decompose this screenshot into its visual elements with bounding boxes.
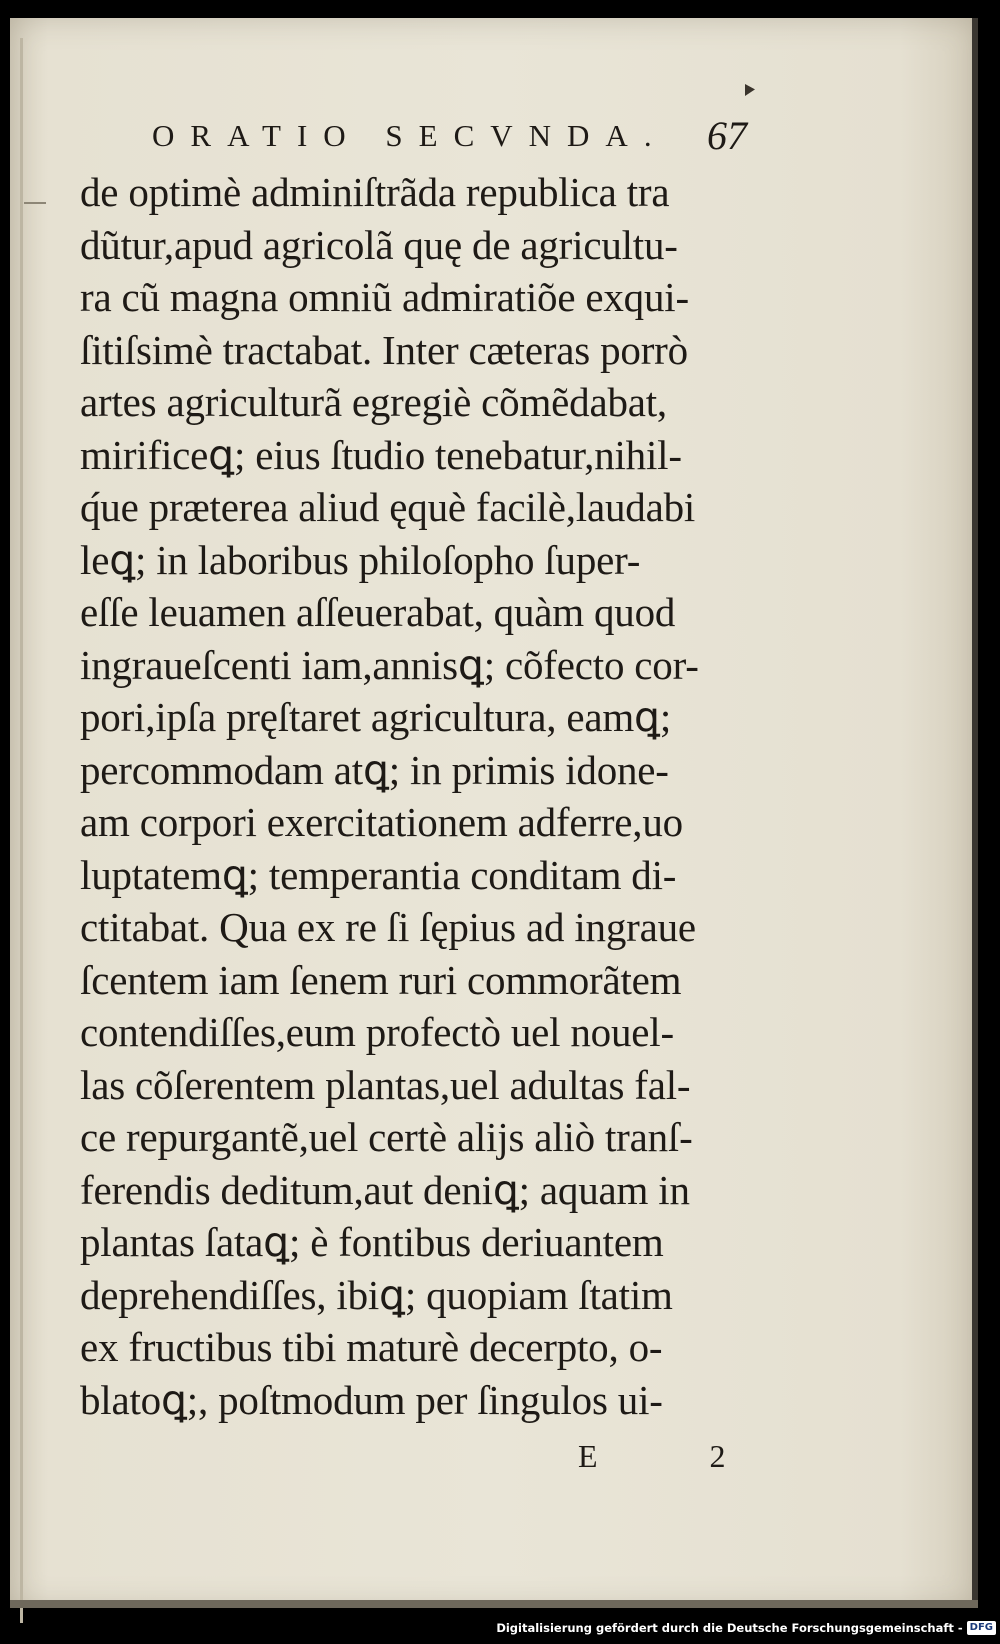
digitization-credit	[496, 1618, 1000, 1638]
text-line: las cõſerentem plantas,uel adultas fal-	[80, 1061, 691, 1108]
text-line: ctitabat. Qua ex re ſi ſępius ad ingraue	[80, 904, 696, 950]
book-page	[10, 18, 978, 1608]
text-line: ra cũ magna omniũ admiratiõe exqui-	[80, 274, 689, 320]
text-line: q́ue præterea aliud ęquè facilè,laudabi	[80, 484, 696, 530]
text-line: pori,ipſa pręſtaret agricultura, eamꝗ;	[80, 694, 672, 740]
text-line: leꝗ; in laboribus philoſopho ſuper-	[80, 536, 641, 583]
text-line: eſſe leuamen aſſeuerabat, quàm quod	[80, 589, 676, 635]
folio-number: 67	[707, 113, 747, 158]
page-bottom-edge	[10, 1600, 978, 1608]
text-line: ſitiſsimè tractabat. Inter cæteras porrò	[80, 326, 688, 373]
margin-dash-mark	[24, 202, 46, 204]
page-right-edge	[972, 18, 978, 1608]
text-line: luptatemꝗ; temperantia conditam di-	[80, 851, 677, 898]
text-line: plantas ſataꝗ; è fontibus deriuantem	[80, 1219, 664, 1265]
text-line: dũtur,apud agricolã quę de agricultu-	[80, 221, 678, 268]
text-line: de optimè adminiſtrãda republica tra	[80, 169, 670, 215]
text-line: percommodam atꝗ; in primis idone-	[80, 746, 669, 793]
margin-tick-mark	[745, 84, 755, 96]
text-line: am corpori exercitationem adferre,uo	[80, 799, 683, 845]
text-line: artes agriculturã egregiè cõmẽdabat,	[80, 379, 667, 425]
text-line: ferendis deditum,aut deniꝗ; aquam in	[80, 1166, 690, 1213]
text-line: ingraueſcenti iam,annisꝗ; cõfecto cor-	[80, 641, 699, 688]
credit-text: Digitalisierung gefördert durch die Deutsche Forschungsgemeinschaft -	[496, 1621, 963, 1635]
text-line: blatoꝗ;, poſtmodum per ſingulos ui-	[80, 1376, 663, 1423]
text-line: ſcentem iam ſenem ruri commorãtem	[80, 956, 682, 1003]
text-line: contendiſſes,eum profectò uel nouel-	[80, 1009, 674, 1055]
running-header	[152, 113, 852, 166]
text-line: deprehendiſſes, ibiꝗ; quopiam ſtatim	[80, 1271, 673, 1318]
text-line: ex fructibus tibi maturè decerpto, o-	[80, 1324, 663, 1370]
running-title: ORATIO SECVNDA.	[152, 118, 668, 153]
text-line: ce repurgantẽ,uel certè alijs aliò tranſ-	[80, 1114, 693, 1160]
text-block	[80, 166, 820, 1426]
text-line: mirificeꝗ; eius ſtudio tenebatur,nihil-	[80, 431, 682, 478]
signature-mark: E 2	[578, 1438, 778, 1474]
dfg-logo-icon: DFG	[967, 1621, 996, 1635]
page-gutter-edge	[20, 38, 23, 1623]
